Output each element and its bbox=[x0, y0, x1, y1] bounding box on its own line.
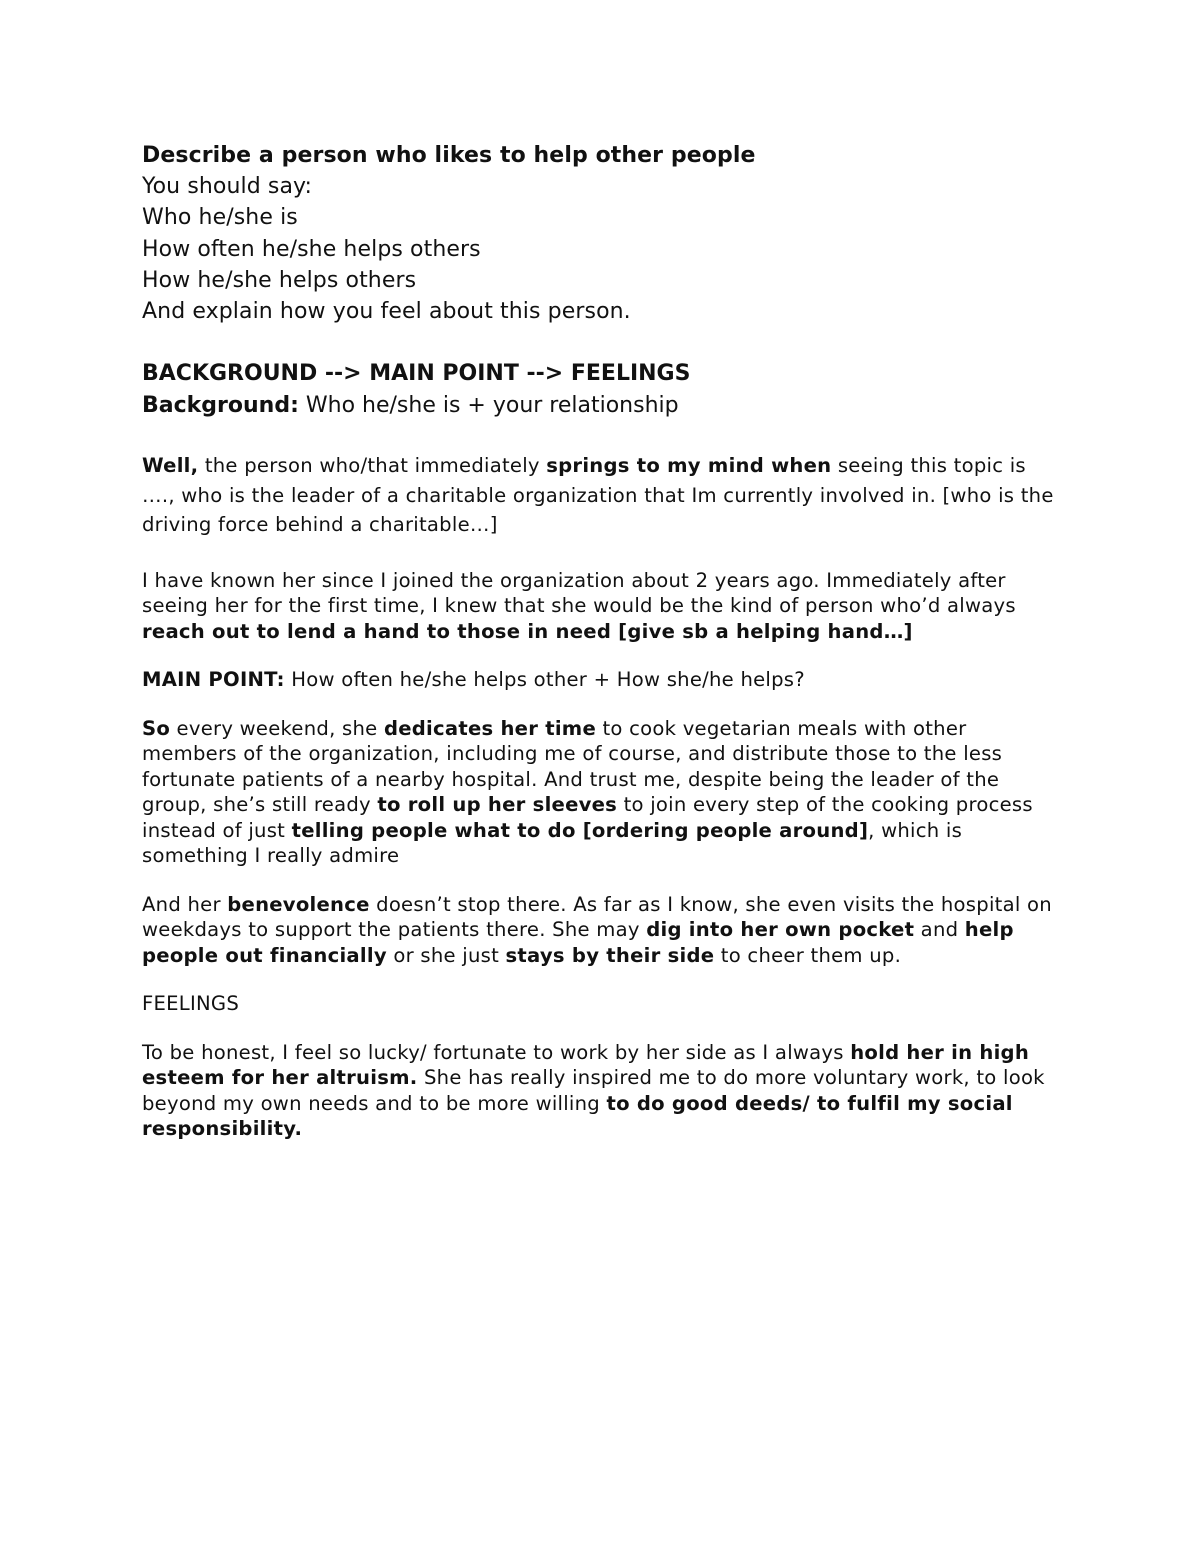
text-run: I have known her since I joined the organization about 2 years ago. Immediately after seeing her for the first time, I knew that she would be the kind of person who’d always bbox=[142, 568, 1016, 618]
text-run: How often he/she helps other + How she/he helps? bbox=[284, 668, 805, 692]
text-run: To be honest, I feel so lucky/ fortunate to work by her side as I always bbox=[142, 1040, 851, 1064]
bold-phrase: So bbox=[142, 716, 171, 740]
bold-phrase: telling people what to do [ordering people around] bbox=[291, 818, 869, 842]
text-run: to cheer them up. bbox=[714, 943, 902, 967]
bold-phrase: reach out to lend a hand to those in need [give sb a helping hand…] bbox=[142, 619, 913, 643]
text-run: to cook vegetarian meals with other members of the organization, including me of course, and distribute those to the less fortunate patients of a nearby hospital. And trust me, despite being the leader of the group, she’s still ready bbox=[142, 716, 1003, 817]
paragraph-intro bbox=[142, 451, 1057, 540]
text-run: the person who/that immediately bbox=[198, 454, 547, 478]
paragraph-feelings bbox=[142, 1040, 1057, 1142]
bold-phrase: MAIN POINT: bbox=[142, 668, 285, 692]
text-run: She has really inspired me to do more voluntary work, to look beyond my own needs and to be more willing bbox=[142, 1066, 1045, 1115]
bold-phrase: hold her in high esteem for her altruism. bbox=[142, 1040, 1030, 1090]
feelings-heading: FEELINGS bbox=[142, 992, 240, 1016]
cue-card-title: Describe a person who likes to help other people bbox=[142, 143, 756, 168]
bold-phrase: springs to my mind when bbox=[546, 454, 832, 478]
paragraph-weekend bbox=[142, 716, 1057, 869]
bold-phrase: to roll up her sleeves bbox=[377, 793, 618, 817]
background-heading bbox=[142, 390, 1057, 421]
paragraph-known bbox=[142, 568, 1057, 645]
bold-phrase: Well, bbox=[142, 454, 199, 478]
bold-phrase: dig into her own pocket bbox=[646, 918, 915, 942]
bold-phrase: benevolence bbox=[227, 892, 370, 916]
cue-line: And explain how you feel about this person. bbox=[142, 299, 631, 325]
cue-line: You should say: bbox=[142, 174, 313, 200]
text-run: , which is something I really admire bbox=[142, 818, 963, 868]
structure-outline: BACKGROUND --> MAIN POINT --> FEELINGS bbox=[142, 361, 691, 387]
text-run: or she just bbox=[386, 943, 506, 967]
text-run: doesn’t stop there. As far as I know, she even visits the hospital on weekdays to support the patients there. She may bbox=[142, 892, 1052, 942]
text-run: and bbox=[914, 918, 965, 942]
text-run: every weekend, she bbox=[170, 716, 384, 740]
paragraph-benevolence bbox=[142, 892, 1057, 969]
cue-line: How he/she helps others bbox=[142, 267, 417, 293]
background-text: Who he/she is + your relationship bbox=[298, 393, 679, 419]
main-point-heading bbox=[142, 667, 1057, 693]
text-run: And her bbox=[142, 892, 228, 916]
background-label: Background: bbox=[142, 393, 299, 419]
text-run: seeing this topic is …., who is the leader of a charitable organization that Im currently involved in. [who is the driving force behind a charitable…] bbox=[142, 454, 1054, 537]
bold-phrase: stays by their side bbox=[505, 943, 715, 967]
document-body bbox=[142, 140, 1057, 1142]
bold-phrase: dedicates her time bbox=[383, 716, 596, 740]
bold-phrase: to do good deeds/ to fulfil my social responsibility. bbox=[142, 1091, 1013, 1141]
cue-line: Who he/she is bbox=[142, 205, 298, 231]
text-run: to join every step of the cooking process instead of just bbox=[142, 793, 1033, 842]
cue-line: How often he/she helps others bbox=[142, 236, 481, 262]
bold-phrase: help people out financially bbox=[142, 918, 1014, 967]
